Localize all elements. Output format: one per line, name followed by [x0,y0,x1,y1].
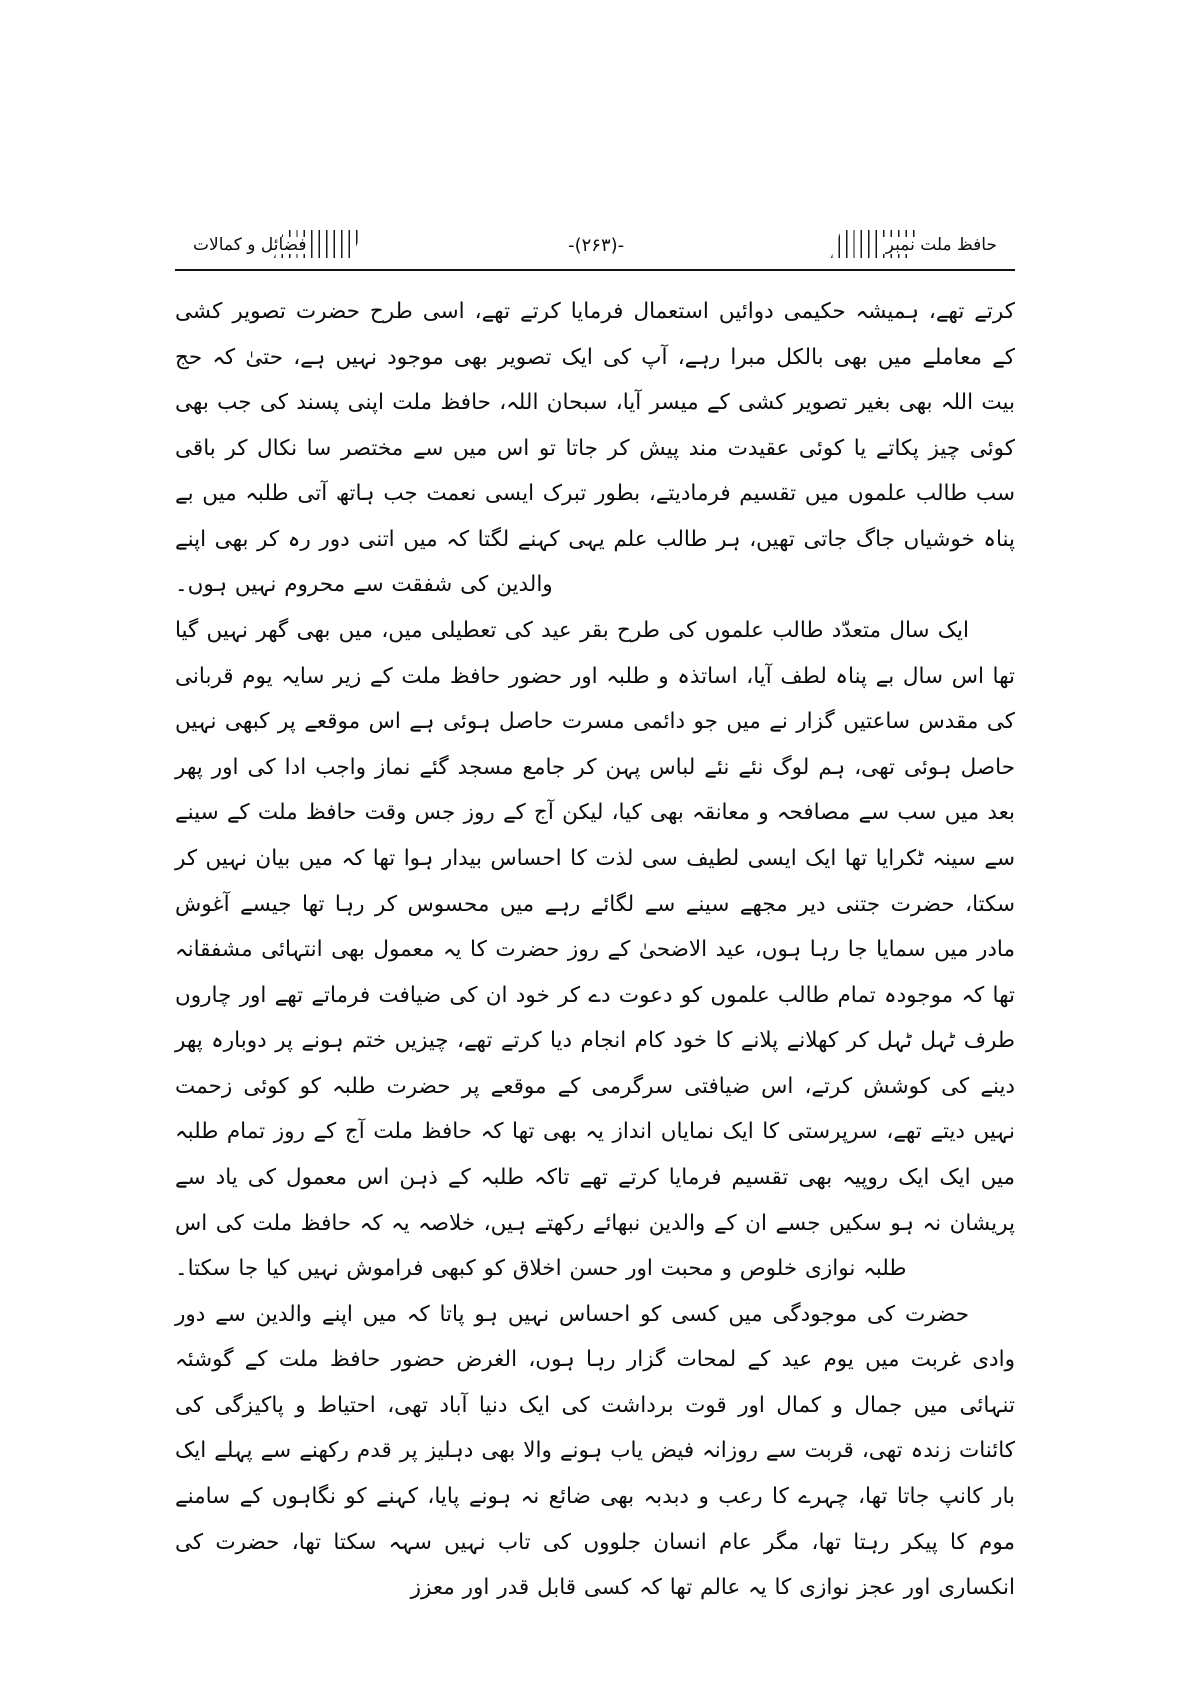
header-left-label-box [175,228,350,262]
header-right-label: حافظ ملت نمبر [882,237,1001,254]
header-divider [175,269,1015,271]
page-content [175,225,1015,1611]
paragraph-2: ایک سال متعدّد طالب علموں کی طرح بقر عید کی تعطیلی میں، میں بھی گھر نہیں گیا تھا اس سال بے پناہ لطف آیا، اساتذہ و طلبہ اور حضور حافظ ملت کے زیر سایہ یوم قربانی کی مقدس ساعتیں گزار نے میں جو دائمی مسرت حاصل ہوئی ہے اس موقعے پر کبھی نہیں حاصل ہوئی تھی، ہم لوگ نئے نئے لباس پہن کر جامع مسجد گئے نماز واجب ادا کی اور پھر بعد میں سب سے مصافحہ و معانقہ بھی کیا، لیکن آج کے روز جس وقت حافظ ملت کے سینے سے سینہ ٹکرایا تھا ایک ایسی لطیف سی لذت کا احساس بیدار ہوا تھا کہ میں بیان نہیں کر سکتا، حضرت جتنی دیر مجھے سینے سے لگائے رہے میں محسوس کر رہا تھا جیسے آغوش مادر میں سمایا جا رہا ہوں، عید الاضحیٰ کے روز حضرت کا یہ معمول بھی انتہائی مشفقانہ تھا کہ موجودہ تمام طالب علموں کو دعوت دے کر خود ان کی ضیافت فرماتے تھے اور چاروں طرف ٹہل ٹہل کر کھلانے پلانے کا خود کام انجام دیا کرتے تھے، چیزیں ختم ہونے پر دوبارہ پھر دینے کی کوشش کرتے، اس ضیافتی سرگرمی کے موقعے پر حضرت طلبہ کو کوئی زحمت نہیں دیتے تھے، سرپرستی کا ایک نمایاں انداز یہ بھی تھا کہ حافظ ملت آج کے روز تمام طلبہ میں ایک ایک روپیہ بھی تقسیم فرمایا کرتے تھے تاکہ طلبہ کے ذہن اس معمول کی یاد سے پریشان نہ ہو سکیں جسے ان کے والدین نبھائے رکھتے ہیں، خلاصہ یہ کہ حافظ ملت کی اس طلبہ نوازی خلوص و محبت اور حسن اخلاق کو کبھی فراموش نہیں کیا جا سکتا۔ [175,618,1015,1282]
header-left-label: فضائل و کمالات [189,237,310,254]
paragraph-1: کرتے تھے، ہمیشہ حکیمی دوائیں استعمال فرمایا کرتے تھے، اسی طرح حضرت تصویر کشی کے معاملے میں بھی بالکل مبرا رہے، آپ کی ایک تصویر بھی موجود نہیں ہے، حتیٰ کہ حج بیت اللہ بھی بغیر تصویر کشی کے میسر آیا، سبحان اللہ، حافظ ملت اپنی پسند کی جب بھی کوئی چیز پکاتے یا کوئی عقیدت مند پیش کر جاتا تو اس میں سے مختصر سا نکال کر باقی سب طالب علموں میں تقسیم فرمادیتے، بطور تبرک ایسی نعمت جب ہاتھ آتی طلبہ میں بے پناہ خوشیاں جاگ جاتی تھیں، ہر طالب علم یہی کہنے لگتا کہ میں اتنی دور رہ کر بھی اپنے والدین کی شفقت سے محروم نہیں ہوں۔ [175,299,1015,598]
page-header [175,225,1015,273]
body-text [175,289,1015,1611]
paragraph-3: حضرت کی موجودگی میں کسی کو احساس نہیں ہو پاتا کہ میں اپنے والدین سے دور وادی غربت میں یوم عید کے لمحات گزار رہا ہوں، الغرض حضور حافظ ملت کے گوشئہ تنہائی میں جمال و کمال اور قوت برداشت کی ایک دنیا آباد تھی، احتیاط و پاکیزگی کی کائنات زندہ تھی، قربت سے روزانہ فیض یاب ہونے والا بھی دہلیز پر قدم رکھنے سے پہلے ایک بار کانپ جاتا تھا، چہرے کا رعب و دبدبہ بھی ضائع نہ ہونے پایا، کہنے کو نگاہوں کے سامنے موم کا پیکر رہتا تھا، مگر عام انسان جلووں کی تاب نہیں سہہ سکتا تھا، حضرت کی انکساری اور عجز نوازی کا یہ عالم تھا کہ کسی قابل قدر اور معزز [175,1301,1015,1601]
header-row [175,225,1015,265]
page-number: -(۲۶۳)- [568,234,625,256]
header-right-label-box [842,228,1015,262]
